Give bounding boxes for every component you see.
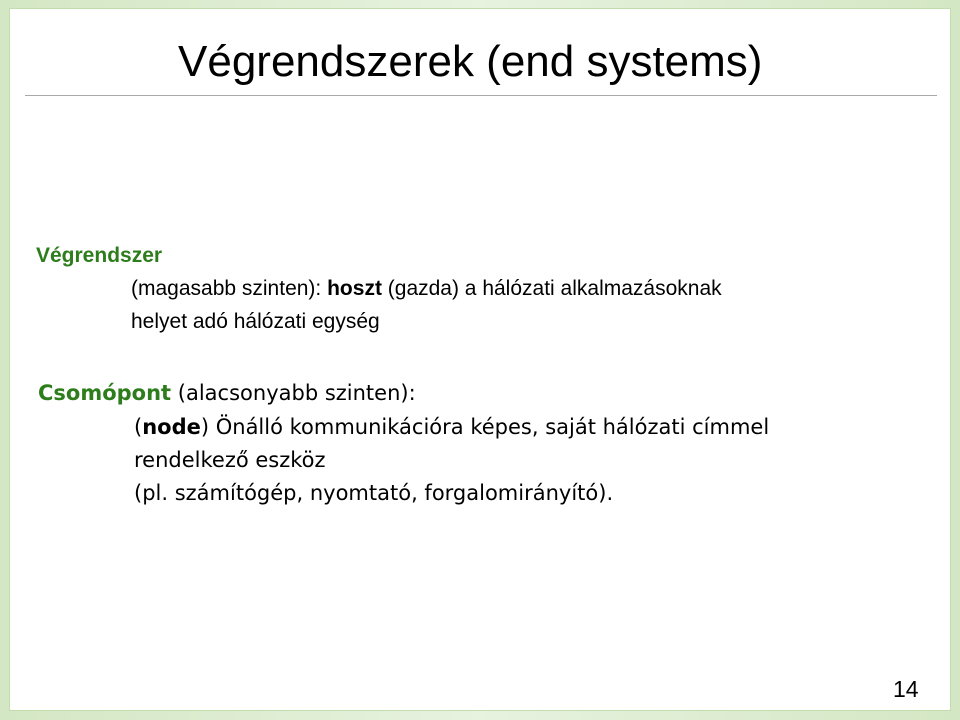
- definition-line: [131, 277, 722, 301]
- definition-text: (magasabb szinten):: [131, 277, 328, 300]
- definition-keyword: node: [142, 415, 201, 439]
- definition-line: [134, 448, 326, 472]
- definition-text: (gazda) a hálózati alkalmazásoknak: [381, 277, 722, 300]
- definition-text: rendelkező eszköz: [134, 448, 326, 472]
- definition-term-vegrendszer: [36, 244, 162, 268]
- term-label: Csomópont: [38, 381, 172, 405]
- term-label: Végrendszer: [36, 244, 163, 267]
- definition-text: helyet adó hálózati egység: [131, 310, 380, 333]
- definition-term-csomopont: [38, 381, 416, 405]
- definition-line: [131, 310, 380, 334]
- title-divider: [25, 95, 937, 96]
- page-number: 14: [893, 676, 919, 702]
- slide-canvas: [10, 9, 950, 710]
- definition-line: [134, 415, 769, 439]
- definition-keyword: hoszt: [327, 277, 382, 300]
- slide-title: Végrendszerek (end systems): [178, 37, 763, 86]
- definition-text: (: [134, 415, 143, 439]
- definition-text: (pl. számítógép, nyomtató, forgalomirányító).: [134, 481, 614, 505]
- definition-text: ) Önálló kommunikációra képes, saját hálózati címmel: [200, 415, 770, 439]
- term-suffix: (alacsonyabb szinten):: [171, 381, 416, 405]
- definition-line: [134, 481, 613, 505]
